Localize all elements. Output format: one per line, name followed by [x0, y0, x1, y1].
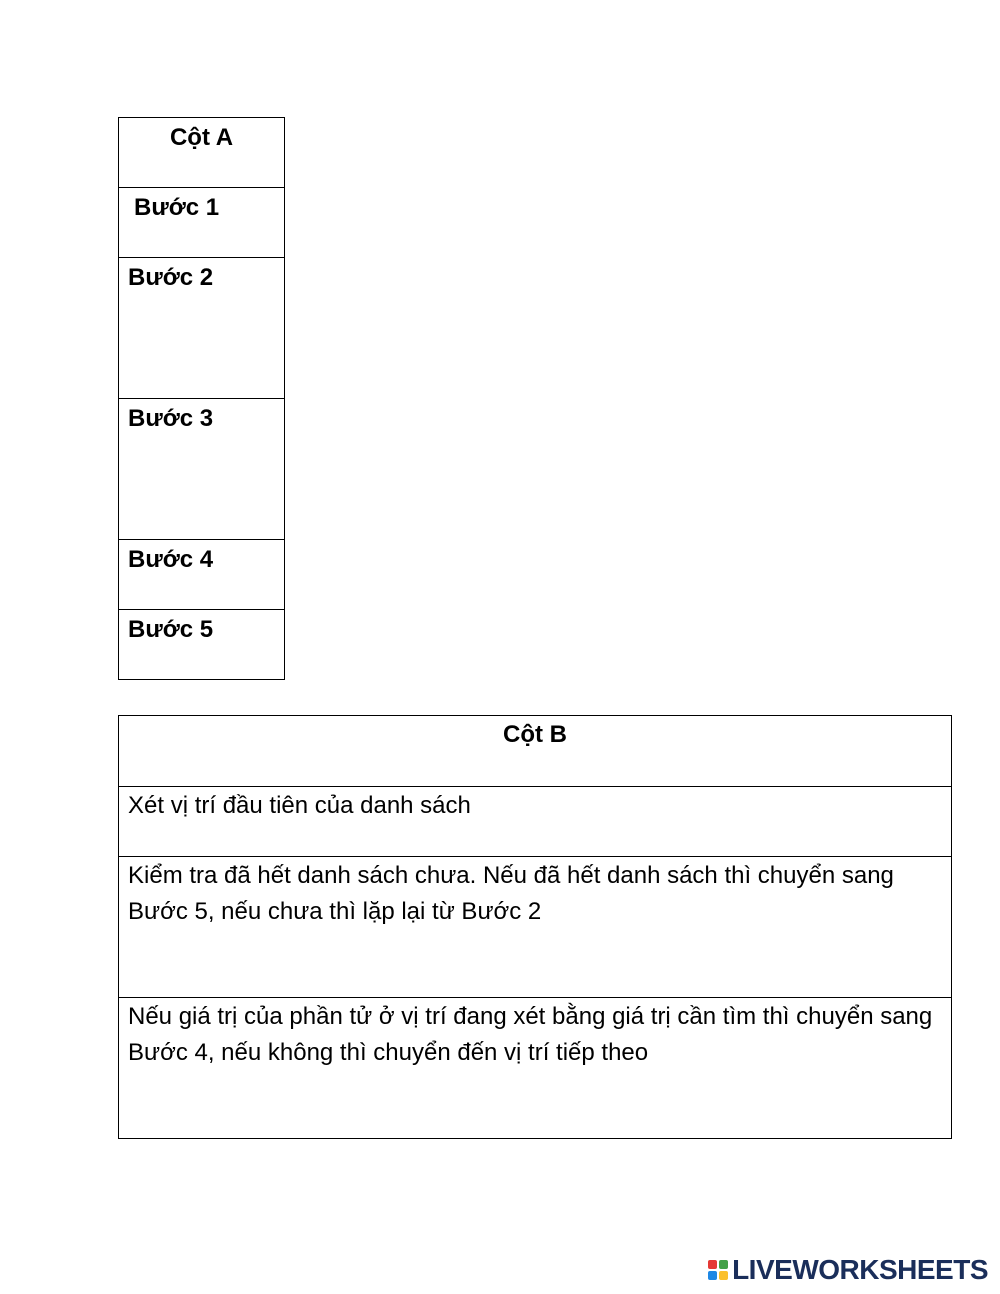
step-3-cell[interactable]: Bước 3 [119, 399, 285, 540]
step-1-cell[interactable]: Bước 1 [119, 188, 285, 258]
option-cell[interactable]: Nếu giá trị của phần tử ở vị trí đang xét bằng giá trị cần tìm thì chuyển sang Bước 4, nếu không thì chuyển đến vị trí tiếp theo [119, 998, 952, 1139]
column-b-table [118, 715, 952, 1139]
step-4-cell[interactable]: Bước 4 [119, 540, 285, 610]
step-5-cell[interactable]: Bước 5 [119, 610, 285, 680]
option-cell[interactable]: Kiểm tra đã hết danh sách chưa. Nếu đã hết danh sách thì chuyển sang Bước 5, nếu chưa thì lặp lại từ Bước 2 [119, 857, 952, 998]
liveworksheets-icon [708, 1260, 728, 1280]
column-a-table [118, 117, 285, 680]
liveworksheets-logo [708, 1254, 988, 1286]
option-cell[interactable]: Xét vị trí đầu tiên của danh sách [119, 787, 952, 857]
logo-text: LIVEWORKSHEETS [732, 1254, 988, 1285]
column-a-header: Cột A [119, 118, 285, 188]
column-b-header: Cột B [119, 716, 952, 787]
step-2-cell[interactable]: Bước 2 [119, 258, 285, 399]
